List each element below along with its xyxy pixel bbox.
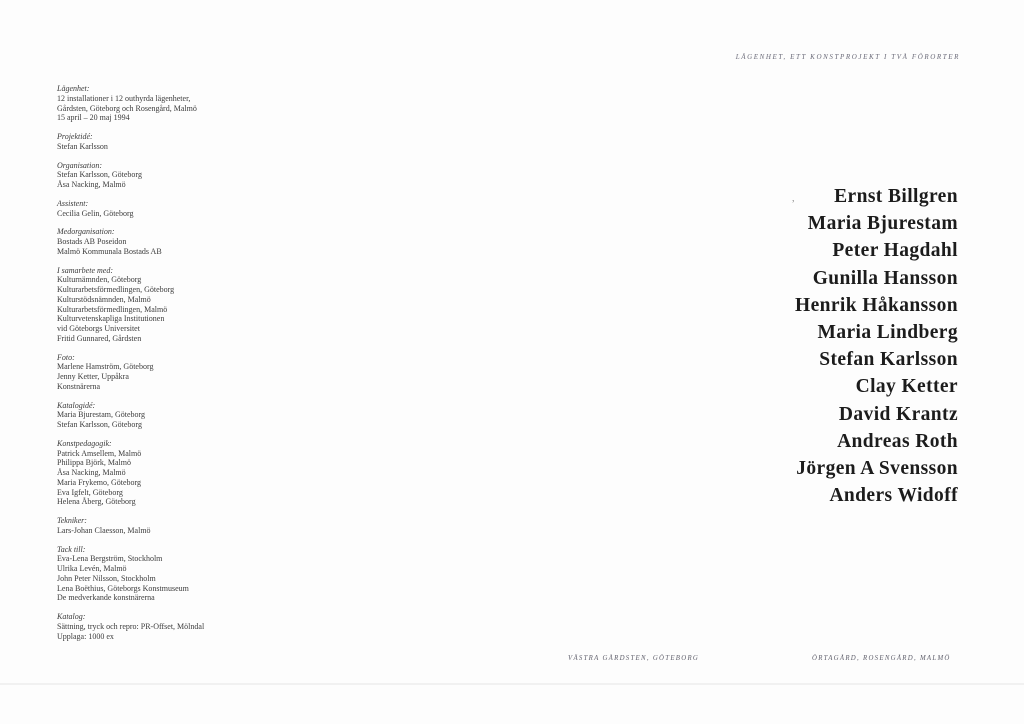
artist-name: Ernst Billgren (834, 186, 958, 207)
artist-name: Stefan Karlsson (819, 349, 958, 371)
credit-line: Sättning, tryck och repro: PR-Offset, Mölndal (57, 621, 205, 631)
artist-name: Andreas Roth (837, 430, 958, 452)
credit-section (57, 227, 337, 256)
credit-line: Malmö Kommunala Bostads AB (57, 246, 162, 256)
credit-label: Assistent: (57, 198, 89, 208)
page-edge-line (0, 683, 1024, 685)
credit-line: Kulturnämnden, Göteborg (57, 275, 142, 285)
credit-line: Fritid Gunnared, Gårdsten (57, 333, 142, 343)
credit-label: Medorganisation: (57, 227, 115, 237)
credit-line: Kulturarbetsförmedlingen, Göteborg (57, 285, 175, 294)
credit-line: 12 installationer i 12 outhyrda lägenheter, (57, 93, 191, 103)
credit-label: Konstpedagogik: (57, 438, 112, 448)
credit-section (57, 401, 337, 430)
credit-line: Stefan Karlsson, Göteborg (57, 420, 142, 429)
credit-section (57, 353, 337, 392)
credit-line: Eva Igfelt, Göteborg (57, 487, 123, 497)
credit-line: Gårdsten, Göteborg och Rosengård, Malmö (57, 103, 197, 113)
credit-line: Patrick Amsellem, Malmö (57, 448, 142, 458)
credit-section (57, 84, 337, 123)
artist-name: Henrik Håkansson (795, 294, 958, 316)
credit-line: vid Göteborgs Universitet (57, 324, 140, 333)
credit-section (57, 266, 337, 344)
credit-label: Foto: (57, 352, 75, 362)
credit-line: Bostads AB Poseidon (57, 237, 127, 246)
credit-section (57, 439, 337, 507)
credit-line: Marlene Hamström, Göteborg (57, 362, 154, 372)
credit-line: Kulturarbetsförmedlingen, Malmö (57, 304, 168, 314)
artist-name: Jörgen A Svensson (796, 458, 958, 480)
credit-section (57, 516, 337, 536)
footer-caption-gardsten: VÄSTRA GÅRDSTEN, GÖTEBORG (568, 655, 700, 662)
credit-line: Åsa Nacking, Malmö (57, 180, 126, 189)
credit-line: Konstnärerna (57, 381, 101, 391)
credit-line: Ulrika Levén, Malmö (57, 564, 127, 573)
credit-line: Kulturvetenskapliga Institutionen (57, 314, 165, 324)
credit-section (57, 545, 337, 604)
artist-name: Peter Hagdahl (832, 240, 958, 262)
credit-line: Helena Åberg, Göteborg (57, 497, 136, 507)
credit-label: Katalogidé: (57, 400, 96, 410)
credit-section (57, 612, 337, 641)
credit-line: Eva-Lena Bergström, Stockholm (57, 554, 163, 564)
credit-line: Åsa Nacking, Malmö (57, 468, 126, 477)
credit-line: John Peter Nilsson, Stockholm (57, 573, 156, 583)
credit-line: Kulturstödsnämnden, Malmö (57, 294, 151, 304)
credit-label: Katalog: (57, 612, 86, 621)
credit-label: I samarbete med: (57, 265, 113, 275)
credit-label: Tekniker: (57, 516, 87, 525)
credit-line: Stefan Karlsson (57, 141, 108, 151)
credit-section (57, 132, 337, 152)
credit-line: Lena Boëthius, Göteborgs Konstmuseum (57, 583, 189, 593)
artist-name: Gunilla Hansson (812, 267, 958, 289)
credit-line: Jenny Ketter, Uppåkra (57, 372, 129, 381)
artist-name: Clay Ketter (855, 376, 958, 398)
artist-name: David Krantz (838, 403, 958, 425)
print-artifact-mark: , (792, 193, 795, 204)
credit-label: Tack till: (57, 544, 86, 554)
credit-section (57, 161, 337, 190)
credit-line: Cecilia Gelin, Göteborg (57, 208, 134, 218)
credit-line: De medverkande konstnärerna (57, 593, 155, 603)
artist-name: Maria Lindberg (817, 322, 958, 344)
credit-line: Maria Frykemo, Göteborg (57, 477, 142, 487)
credit-label: Lägenhet: (57, 84, 90, 93)
credit-line: 15 april – 20 maj 1994 (57, 113, 130, 123)
artist-name: Anders Widoff (829, 485, 958, 507)
credit-line: Upplaga: 1000 ex (57, 631, 114, 641)
credit-line: Lars-Johan Claesson, Malmö (57, 525, 151, 535)
credit-section (57, 199, 337, 219)
credit-line: Maria Bjurestam, Göteborg (57, 410, 146, 420)
footer-caption-rosengard: ÖRTAGÅRD, ROSENGÅRD, MALMÖ (812, 655, 951, 662)
running-head: LÄGENHET, ETT KONSTPROJEKT I TVÅ FÖRORTER (735, 53, 960, 61)
credit-line: Philippa Björk, Malmö (57, 458, 131, 468)
artist-name: Maria Bjurestam (807, 213, 958, 235)
credit-line: Stefan Karlsson, Göteborg (57, 170, 142, 180)
credits-block (57, 84, 337, 650)
credit-label: Organisation: (57, 160, 103, 170)
credit-label: Projektidé: (57, 132, 93, 141)
artist-list (795, 183, 958, 509)
